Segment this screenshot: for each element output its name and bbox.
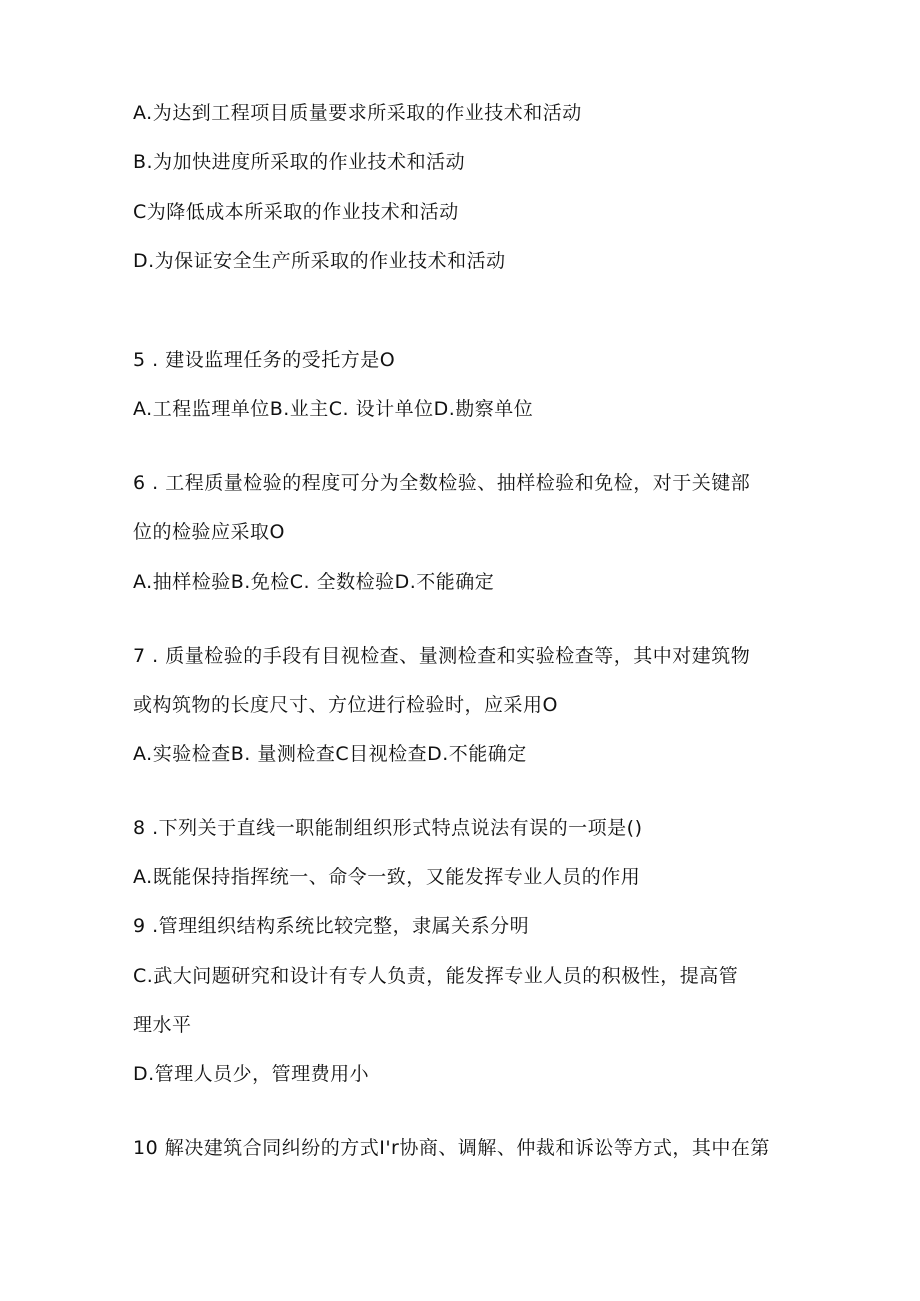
question-6-line-1: 6 . 工程质量检验的程度可分为全数检验、抽样检验和免检，对于关键部 xyxy=(133,472,751,494)
q8-option-d: D.管理人员少，管理费用小 xyxy=(133,1063,370,1085)
q8-option-c-line-1: C.武大问题研究和设计有专人负责，能发挥专业人员的积极性，提高管 xyxy=(133,965,739,987)
question-7-line-1: 7 . 质量检验的手段有目视检查、量测检查和实验检查等，其中对建筑物 xyxy=(133,645,751,667)
question-7-line-2: 或构筑物的长度尺寸、方位进行检验时，应采用O xyxy=(133,694,558,716)
question-6-line-2: 位的检验应采取O xyxy=(133,521,285,543)
q8-option-a: A.既能保持指挥统一、命令一致，又能发挥专业人员的作用 xyxy=(133,866,641,888)
q4-option-b: B.为加快进度所采取的作业技术和活动 xyxy=(133,151,466,173)
question-9: 9 .管理组织结构系统比较完整，隶属关系分明 xyxy=(133,915,530,937)
q4-option-a: A.为达到工程项目质量要求所采取的作业技术和活动 xyxy=(133,102,582,124)
q5-options: A.工程监理单位B.业主C. 设计单位D.勘察单位 xyxy=(133,398,534,420)
q4-option-c: C为降低成本所采取的作业技术和活动 xyxy=(133,201,459,223)
question-8: 8 .下列关于直线一职能制组织形式特点说法有误的一项是() xyxy=(133,817,643,839)
q4-option-d: D.为保证安全生产所采取的作业技术和活动 xyxy=(133,250,506,272)
q6-options: A.抽样检验B.免检C. 全数检验D.不能确定 xyxy=(133,571,495,593)
question-5: 5 . 建设监理任务的受托方是O xyxy=(133,349,396,371)
q8-option-c-line-2: 理水平 xyxy=(133,1014,192,1036)
q7-options: A.实验检查B. 量测检查C目视检查D.不能确定 xyxy=(133,743,527,765)
question-10: 10 解决建筑合同纠纷的方式I'r协商、调解、仲裁和诉讼等方式，其中在第 xyxy=(133,1137,770,1159)
